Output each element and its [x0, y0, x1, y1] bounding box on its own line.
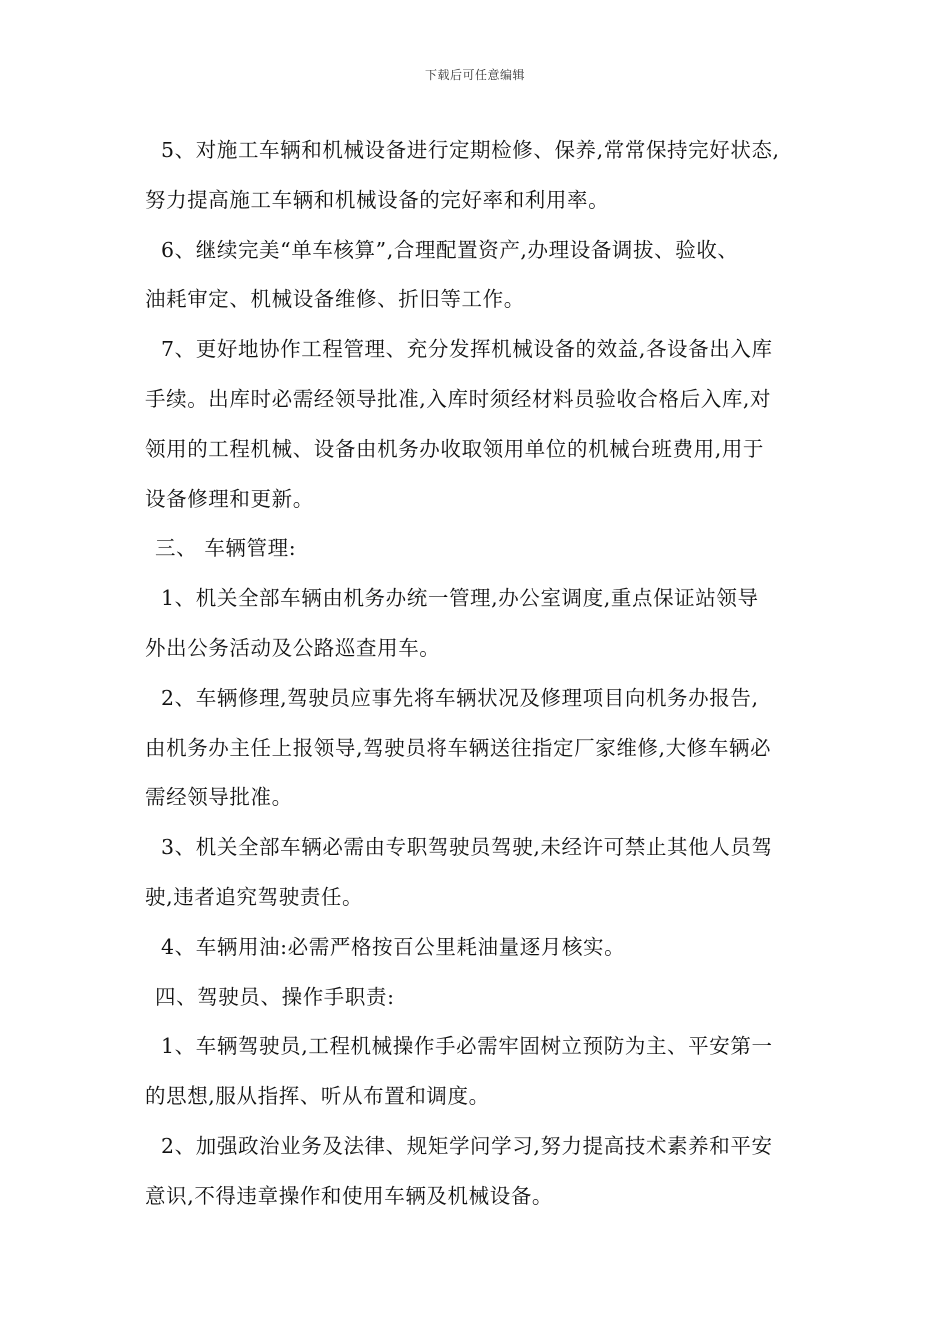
paragraph-line: 努力提高施工车辆和机械设备的完好率和利用率。 [145, 187, 610, 212]
page-header-note: 下载后可任意编辑 [424, 68, 525, 82]
paragraph-line: 的思想,服从指挥、听从布置和调度。 [145, 1084, 490, 1109]
paragraph-line: 6、继续完美“单车核算”,合理配置资产,办理设备调拔、验收、 [161, 237, 739, 262]
paragraph-line: 2、加强政治业务及法律、规矩学问学习,努力提高技术素养和平安 [161, 1133, 773, 1158]
paragraph-line: 手续。出库时必需经领导批准,入库时须经材料员验收合格后入库,对 [145, 386, 772, 411]
paragraph-line: 设备修理和更新。 [145, 486, 314, 511]
document-body [145, 126, 809, 1222]
paragraph-line: 意识,不得违章操作和使用车辆及机械设备。 [145, 1183, 554, 1208]
paragraph-line: 1、机关全部车辆由机务办统一管理,办公室调度,重点保证站领导 [161, 586, 759, 611]
paragraph-line: 4、车辆用油:必需严格按百公里耗油量逐月核实。 [161, 934, 626, 959]
paragraph-line: 3、机关全部车辆必需由专职驾驶员驾驶,未经许可禁止其他人员驾 [161, 835, 773, 860]
section-heading: 四、驾驶员、操作手职责: [155, 984, 395, 1009]
paragraph-line: 7、更好地协作工程管理、充分发挥机械设备的效益,各设备出入库 [161, 337, 773, 362]
paragraph-line: 驶,违者追究驾驶责任。 [145, 884, 364, 909]
paragraph-line: 2、车辆修理,驾驶员应事先将车辆状况及修理项目向机务办报告, [161, 685, 759, 710]
section-heading: 三、 车辆管理: [155, 536, 297, 561]
paragraph-line: 由机务办主任上报领导,驾驶员将车辆送往指定厂家维修,大修车辆必 [145, 735, 772, 760]
paragraph-line: 需经领导批准。 [145, 785, 293, 810]
paragraph-line: 领用的工程机械、设备由机务办收取领用单位的机械台班费用,用于 [145, 436, 765, 461]
paragraph-line: 1、车辆驾驶员,工程机械操作手必需牢固树立预防为主、平安第一 [161, 1034, 773, 1059]
paragraph-line: 5、对施工车辆和机械设备进行定期检修、保养,常常保持完好状态, [161, 138, 780, 162]
paragraph-line: 外出公务活动及公路巡查用车。 [145, 635, 441, 660]
paragraph-line: 油耗审定、机械设备维修、折旧等工作。 [145, 287, 525, 312]
